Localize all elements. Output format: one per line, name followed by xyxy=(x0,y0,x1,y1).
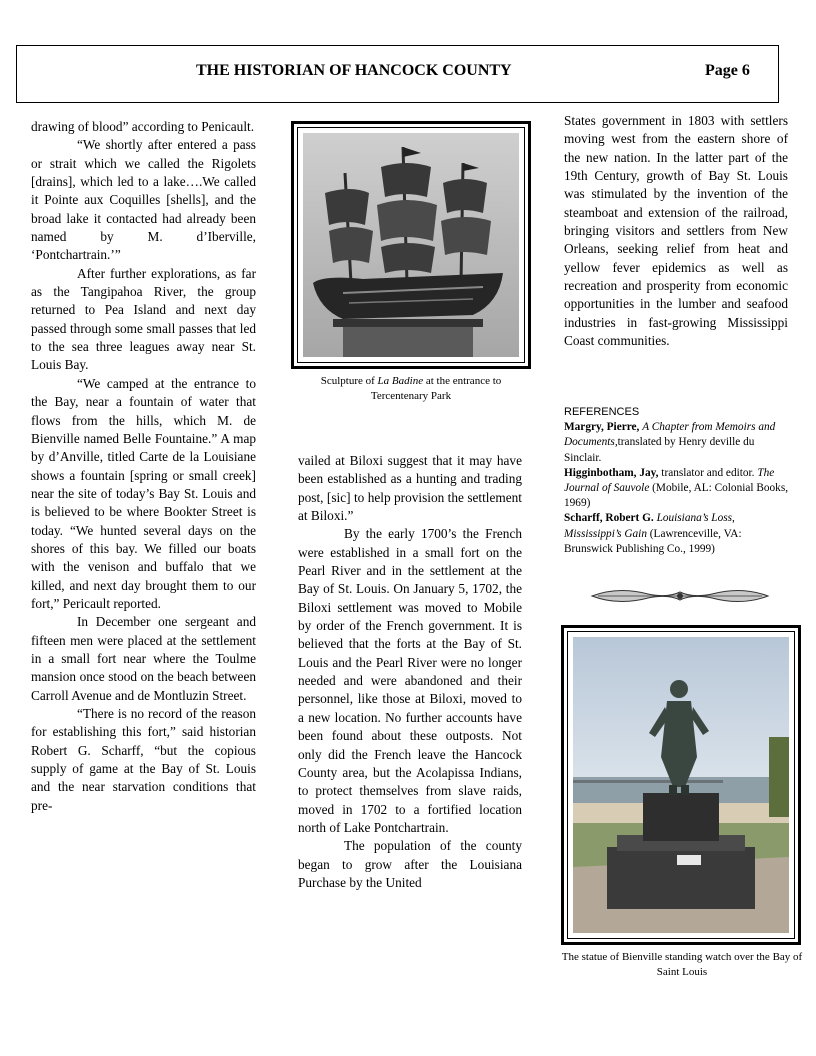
newsletter-title: THE HISTORIAN OF HANCOCK COUNTY xyxy=(196,62,512,79)
flourish-divider xyxy=(588,584,772,608)
references-heading: REFERENCES xyxy=(564,406,640,418)
paragraph: The population of the county began to grow after the Louisiana Purchase by the United xyxy=(298,838,522,890)
paragraph: “We shortly after entered a pass or strait which we called the Rigolets [drains], which led to a lake….We called it Pointe aux Coquilles [shells], and the broad lake it contacted had already been named by M. d’Iberville, ‘Pontchartrain.’” xyxy=(31,137,256,263)
column-2 xyxy=(298,452,522,892)
paragraph: “We camped at the entrance to the Bay, near a fountain of water that flows from the hills, which M. de Bienville named Belle Fountaine.” A map by d’Anville, titled Carte de la Louisiane shows a fountain [spring or small creek] near the site of today’s Bay St. Louis and is believed to be where Bookter Street is today. “We hunted several days on the shores of this bay. We filled our boats with the venison and buffalo that we killed, and next day brought them to our fort,” Pericault reported. xyxy=(31,375,256,611)
column-1 xyxy=(31,118,256,815)
ship-sculpture-photo xyxy=(303,133,519,357)
paragraph: “There is no record of the reason for establishing this fort,” said historian Robert G. Scharff, “but the copious supply of game at the Bay of St. Louis and the near starvation conditions that pre- xyxy=(31,706,256,813)
paragraph: By the early 1700’s the French were established in a small fort on the Pearl River and in the settlement at the Bay of St. Louis. On January 5, 1702, the Biloxi settlement was moved to Mobile by order of the French government. It is believed that the forts at the Bay of St. Louis and the Pearl River were no longer needed and were abandoned and their personnel, like those at Biloxi, moved to a new location. No further accounts have been found about these outposts. Not only did the French leave the Hancock County area, but the Acolapissa Indians, to protect themselves from slave raids, moved in 1702 to a fortified location north of Lake Pontchartrain. xyxy=(298,526,522,835)
references xyxy=(564,405,790,557)
ship-photo-frame xyxy=(291,121,531,369)
reference-item: Scharff, Robert G. Louisiana’s Loss, Mississippi’s Gain (Lawrenceville, VA: Brunswick Publishing Co., 1999) xyxy=(564,512,742,555)
page-number: Page 6 xyxy=(705,62,750,79)
bienville-statue-photo xyxy=(573,637,789,933)
paragraph: After further explorations, as far as the Tangipahoa River, the group returned to Pea Island and next day passed through some small passes that led to the sea three leagues away near St. Louis Bay. xyxy=(31,265,256,373)
paragraph: vailed at Biloxi suggest that it may have been established as a hunting and trading post, [sic] to help provision the settlement at Biloxi.” xyxy=(298,453,522,524)
paragraph: In December one sergeant and fifteen men were placed at the settlement in a small fort near where the Toulme mansion once stood on the beach between Carroll Avenue and de Montluzin Street. xyxy=(31,614,256,703)
statue-photo-caption: The statue of Bienville standing watch over the Bay of Saint Louis xyxy=(561,951,803,978)
column-3 xyxy=(564,112,788,350)
ship-photo-caption: Sculpture of La Badine at the entrance to Tercentenary Park xyxy=(320,375,502,402)
reference-item: Margry, Pierre, A Chapter from Memoirs and Documents,translated by Henry deville du Sinclair. xyxy=(564,421,776,464)
paragraph: drawing of blood” according to Penicault. xyxy=(31,119,255,134)
reference-item: Higginbotham, Jay, translator and editor. The Journal of Sauvole (Mobile, AL: Colonial Books, 1969) xyxy=(564,466,789,510)
paragraph: States government in 1803 with settlers moving west from the eastern shore of the new nation. In the latter part of the 19th Century, growth of Bay St. Louis was stimulated by the invention of the steamboat and extension of the railroad, bringing visitors and settlers from New Orleans, seeking relief from heat and yellow fever epidemics as well as recreation and prosperity from economic opportunities in the lumber and seafood industries in fast-growing Mississippi Coast communities. xyxy=(564,113,788,349)
statue-photo-frame xyxy=(561,625,801,945)
